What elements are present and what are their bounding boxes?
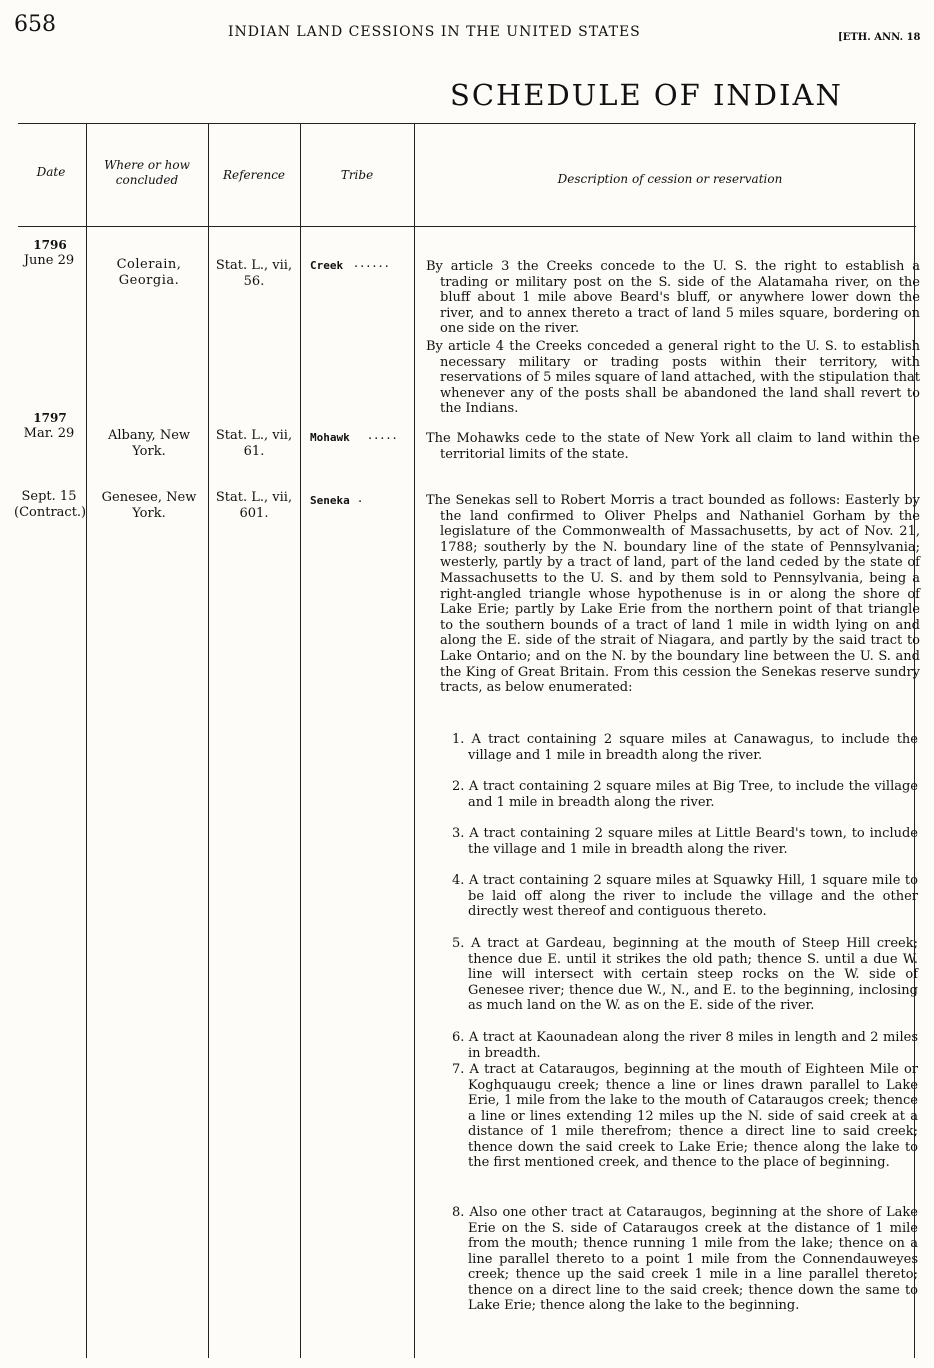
where-cell: Genesee, New York. [101,490,197,521]
leader-dots: ..... [368,428,399,443]
date-cell: Mar. 29 [23,426,75,441]
reservation-item: 5. A tract at Gardeau, beginning at the mouth of Steep Hill creek; thence due E. until it strikes the old path; thence S. until a due W. line will intersect with certain steep rocks on the W. side of Genesee river; thence due W., N., and E. to the beginning, inclosing as much land on the W. as on the E. side of the river. [452,936,918,1013]
reservation-item: 1. A tract containing 2 square miles at Canawagus, to include the village and 1 mile in breadth along the river. [452,732,918,763]
report-reference: [ETH. ANN. 18 [838,32,921,43]
reference-cell: Stat. L., vii, 56. [215,258,293,289]
tribe-cell: Mohawk [310,431,350,444]
where-cell: Colerain, Georgia. [116,257,182,288]
where-cell: Albany, New York. [107,428,191,459]
leader-dots: . [358,491,363,506]
column-divider [414,123,415,1358]
reference-cell: Stat. L., vii, 601. [215,490,293,521]
column-divider [86,123,87,1358]
description-paragraph: By article 4 the Creeks conceded a general right to the U. S. to establish necessary military or trading posts within their territory, with reservations of 5 miles square of land attached, with the stipulation that whenever any of the posts shall be abandoned the land shall revert to the Indians. [426,339,920,417]
leader-dots: ...... [354,256,391,271]
column-header-description: Description of cession or reservation [557,172,783,186]
table-top-rule [18,123,916,124]
column-header-where: Where or how concluded [104,158,190,187]
column-divider [300,123,301,1358]
header-bottom-rule [18,226,916,227]
description-paragraph: The Senekas sell to Robert Morris a tract bounded as follows: Easterly by the land confirmed to Oliver Phelps and Nathaniel Gorham by the legislature of the Commonwealth of Massachusetts, by act of Nov. 21, 1788; southerly by the N. boundary line of the state of Pennsylvania; westerly, partly by a tract of land, part of the land ceded by the state of Massachusetts to the U. S. and by them sold to Pennsylvania, being a right-angled triangle whose hypothenuse is in or along the shore of Lake Erie; partly by Lake Erie from the northern point of that triangle to the southern bounds of a tract of land 1 mile in width lying on and along the E. side of the strait of Niagara, and partly by the said tract to Lake Ontario; and on the N. by the boundary line between the U. S. and the King of Great Britain. From this cession the Senekas reserve sundry tracts, as below enumerated: [426,493,920,696]
reservation-item: 4. A tract containing 2 square miles at Squawky Hill, 1 square mile to be laid off along the river to include the village and the other directly west thereof and contiguous thereto. [452,873,918,919]
tribe-cell: Creek [310,259,344,272]
schedule-title: SCHEDULE OF INDIAN [450,78,843,112]
tribe-cell: Seneka [310,494,350,507]
reservation-item: 6. A tract at Kaounadean along the river 8 miles in length and 2 miles in breadth. [452,1030,918,1061]
date-cell: Sept. 15 (Contract.) [14,489,87,520]
reservation-item: 7. A tract at Cataraugos, beginning at the mouth of Eighteen Mile or Koghquaugu creek; thence a line or lines drawn parallel to Lake Erie, 1 mile from the lake to the mouth of Cataraugos creek; thence a line or lines extending 12 miles up the N. side of said creek at a distance of 1 mile therefrom; thence a direct line to said creek; thence down the said creek to Lake Erie; thence along the lake to the first mentioned creek, and thence to the place of beginning. [452,1062,918,1170]
description-paragraph: By article 3 the Creeks concede to the U. S. the right to establish a trading or military post on the S. side of the Alatamaha river, on the bluff about 1 mile above Beard's bluff, or anywhere lower down the river, and to annex thereto a tract of land 5 miles square, bordering on one side on the river. [426,259,920,337]
reservation-item: 8. Also one other tract at Cataraugos, beginning at the shore of Lake Erie on the S. side of Cataraugos creek at the distance of 1 mile from the mouth; thence running 1 mile from the lake; thence on a line parallel thereto to a point 1 mile from the Connendauweyes creek; thence up the said creek 1 mile in a line parallel thereto; thence on a direct line to the said creek; thence down the same to Lake Erie; thence along the lake to the beginning. [452,1205,918,1313]
date-year: 1797 [33,411,67,425]
running-title: INDIAN LAND CESSIONS IN THE UNITED STATES [228,24,641,40]
description-paragraph: The Mohawks cede to the state of New York all claim to land within the territorial limits of the state. [426,431,920,462]
reservation-item: 2. A tract containing 2 square miles at Big Tree, to include the village and 1 mile in breadth along the river. [452,779,918,810]
column-header-date: Date [36,165,66,179]
reference-cell: Stat. L., vii, 61. [215,428,293,459]
column-header-reference: Reference [222,168,286,182]
date-cell: June 29 [23,253,75,268]
column-divider [208,123,209,1358]
reservation-item: 3. A tract containing 2 square miles at Little Beard's town, to include the village and 1 mile in breadth along the river. [452,826,918,857]
column-header-tribe: Tribe [340,168,374,182]
page-number: 658 [14,12,56,37]
date-year: 1796 [33,238,67,252]
